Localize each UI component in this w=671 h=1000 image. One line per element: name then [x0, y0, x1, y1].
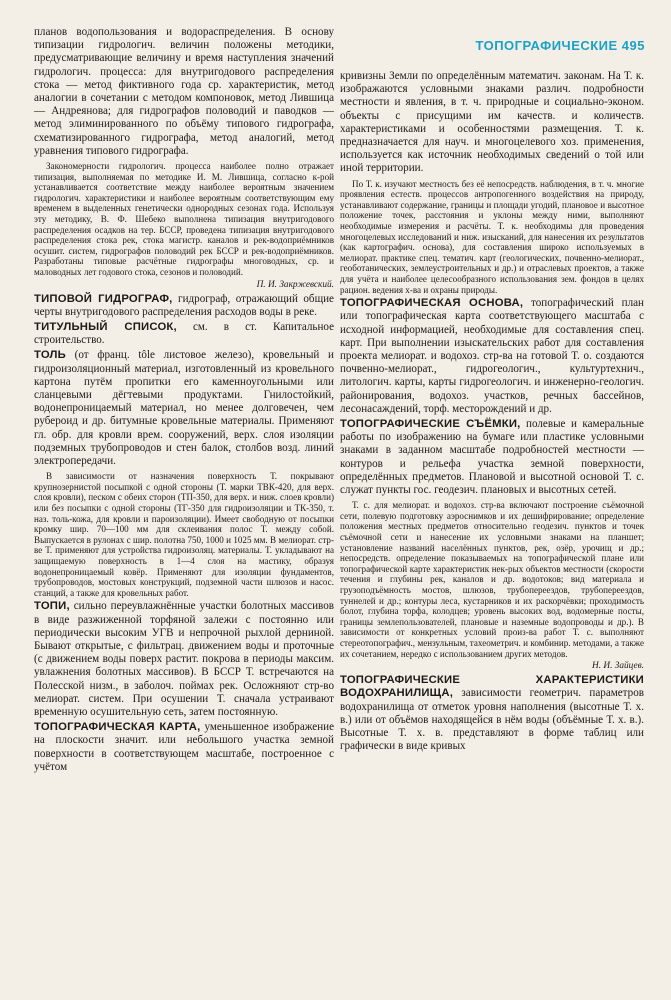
small-paragraph: Закономерности гидрологич. процесса наиболее полно отражает типизация, выполняемая по методике И. М. Лившица, согласно к-рой устанавливается соответствие между наиболее вероятным значением гидрологич. характеристики и наиболее вероятным соответствующим ему временем в выделенных генетически однородных сезонах года. Используя эту методику, В. Ф. Шебеко выполнена типизация внутригодового распределения осадков на тер. БССР, проведена типизация внутригодового распределения стока рек, стока магистр. каналов и рек-водоприёмников осушит. систем, гидрографов половодий рек БССР и рек-водоприёмников. Разработаны типовые расчётные гидрографы многоводных, ср. и маловодных лет годового стока, сезонов и половодий. [34, 161, 334, 277]
running-head: ТОПОГРАФИЧЕСКИЕ 495 [475, 38, 645, 53]
entry-title: ТОПИ, [34, 600, 70, 613]
entry-title: ТИПОВОЙ ГИДРОГРАФ, [34, 292, 173, 305]
entry-topograficheskie-syomki [340, 418, 644, 497]
entry-tol [34, 349, 334, 468]
left-column [34, 26, 334, 774]
entry-text: уменьшенное изображение на плоскости значит. или небольшого участка земной поверхности в соответствующем масштабе, построенное с учётом [34, 721, 334, 773]
entry-title: ТИТУЛЬНЫЙ СПИСОК, [34, 320, 177, 333]
entry-title: ТОЛЬ [34, 349, 66, 362]
small-paragraph: В зависимости от назначения поверхность Т. покрывают крупнозернистой посыпкой с одной стороны (Т. марки ТВК-420, для верх. слоя кровли), песком с обеих сторон (ТП-350, для верх. и ниж. слоев кровли) или без посыпки с одной стороны (ТГ-350 для гидроизоляции и ТК-350, т. наз. толь-кожа, для кровли и пароизоляции). Имеет свободную от посыпки кромку шир. 70—100 мм для склеивания полос Т. между собой. Выпускается в рулонах с шир. полотна 750, 1000 и 1025 мм. В мелиорат. стр-ве Т. применяют для устройства гидроизоляц. материалы. Т. укладывают на защищаемую поверхность в 1—4 слоя на мастику, образуя водонепроницаемый ковёр. Применяют для изоляции фундаментов, трубопроводов, мостовых конструкций, подземной части шлюзов и насос. станций, а также для кровельных работ. [34, 471, 334, 598]
small-paragraph: Т. с. для мелиорат. и водохоз. стр-ва включают построение съёмочной сети, полевую подготовку аэроснимков и их дешифрирование; определение положения местных предметов относительно геодезич. пунктов и точек съёмочной сети и нанесение их условными знаками на планшет; установление названий населённых пунктов, рек, озёр, урочищ и др.; непосредств. определение показываемых на топографической плане или топографической карте характеристик нек-рых объектов местности (скорости течения и глубины рек, каналов и др. водотоков; вид материала и грузоподъёмность мостов, шлюзов, трубопереездов, трубопереездов, туннелей и др.; контуры леса, кустарников и их раскорчёвки; проходимость болот, глубина торфа, колодцев; уровень высоких вод, водомерные посты, границы землепользователей, плановые и наземные водопроводы и др.). В зависимости от конкретных условий произ-ва работ Т. с. выполняют стереотопографич., мензульным, тахеометрич. и комбинир. методами, а также их сочетанием, нередко с использованием других методов. [340, 500, 644, 659]
entry-topograficheskaya-osnova [340, 297, 644, 416]
entry-titulny-spisok [34, 321, 334, 347]
entry-tipovoy-gidrograf [34, 293, 334, 319]
entry-text: сильно переувлажнённые участки болотных массивов в виде разжиженной торфяной залежи с постоянно или периодически высоким УГВ и непрочной рыхлой дерниной. Бывают открытые, с фильтрац. движением воды и проточные (с движением воды поверх растит. покрова в периоды максим. увлажнения болотных массивов). В БССР Т. встречаются на Полесской низм., в заболоч. поймах рек. Осложняют стр-во мелиорат. систем. При осушении Т. сначала устраивают временную осушительную сеть, затем постоянную. [34, 600, 334, 718]
entry-text: гидрограф, отражающий общие черты внутригодового распределения расходов воды в реке. [34, 292, 334, 318]
entry-text: (от франц. tôle листовое железо), кровельный и гидроизоляционный материал, изготовленный из кровельного картона путём пропитки его каменноугольными или сланцевыми дёгтевыми продуктами. Гнилостойкий, водонепроницаемый материал, но менее долговечен, чем рубероид и др. битумные кровельные материалы. Применяют гл. обр. для кровли врем. сооружений, верх. слоя изоляции подземных трубопроводов и стен балок, столбов возд. линий электропередачи. [34, 349, 334, 467]
entry-text: топографический план или топографическая карта соответствующего масштаба с исходной информацией, необходимые для составления спец. карт. При выполнении изыскательских работ для составления проекта мелиорат. и водохоз. стр-ва на готовой Т. о. создаются почвенно-мелиорат., гидрогеологич., культуртехнич., литологич. карты, карты гидрогеологич. и инженерно-геологич. районирования, водохоз. участков, речных бассейнов, лесонасаждений, торф. месторождений и др. [340, 297, 644, 415]
entry-topograficheskaya-karta [34, 721, 334, 774]
entry-topograficheskie-harakteristiki [340, 674, 644, 753]
author-signature: П. И. Закржевский. [256, 279, 334, 290]
author-signature: Н. И. Зайцев. [592, 661, 644, 672]
right-column [340, 70, 644, 753]
small-paragraph: По Т. к. изучают местность без её непосредств. наблюдения, в т. ч. многие проявления естеств. процессов антропогенного воздействия на природу, устанавливают содержание, границы и площади угодий, плановое и высотное положение точек, расстояния и уклоны между ними, выполняют необходимые измерения и расчёты. Т. к. необходимы для проведения многоцелевых исследований и ниж. изысканий, для нанесения их результатов (как картографич. основа), для составления широко используемых в мелиорат. практике спец. тематич. карт (геологических, почвенно-мелиорат., геоботанических, землеустроительных и др.) и отраслевых проектов, а также для учёта и наиболее целесообразного использования зем. фондов в целях рацион. ведения х-ва и охраны природы. [340, 178, 644, 295]
entry-title: ТОПОГРАФИЧЕСКИЕ СЪЁМКИ, [340, 417, 521, 430]
entry-title: ТОПОГРАФИЧЕСКИЕ ХАРАКТЕРИСТИКИ ВОДОХРАНИЛИЩА, [340, 674, 644, 700]
entry-title: ТОПОГРАФИЧЕСКАЯ КАРТА, [34, 721, 201, 734]
entry-text: см. в ст. Капитальное строительство. [34, 320, 334, 347]
paragraph: кривизны Земли по определённым математич. законам. На Т. к. изображаются условными знаками различ. подробности местности и явления, в т. ч. природные и социально-эконом. объекты с присущими им качеств. и количеств. характеристиками и особенностями размещения. Т. к. предназначается для науч. и многоцелевого хоз. применения, используется как источник необходимых сведений о той или иной территории. [340, 70, 644, 175]
entry-topi [34, 600, 334, 719]
entry-text: полевые и камеральные работы по изображению на бумаге или пластике условными знаками в заданном масштабе подробностей местности — контуров и рельефа участка земной поверхности, определённых предметов. Плановой и высотной основой Т. с. служат пункты гос. геодезич. плановых и высотных сетей. [340, 417, 644, 496]
paragraph: планов водопользования и водораспределения. В основу типизации гидрологич. величин положены методики, предусматривающие величину и время наступления значений гидрологич. процесса: для внутригодового распределения стока — метод фиктивного года ср. характеристик, метод аналогии в сочетании с методом компоновок, метод Лившица — Андреянова; для гидрографов половодий и паводков — метод элиминированного по объёму типового гидрографа, схематизированного гидрографа, метод аналогий, метод уравнения типового гидрографа. [34, 26, 334, 157]
entry-text: зависимости геометрич. параметров водохранилища от отметок уровня наполнения (высотные Т. х. в.) или от объёмов находящейся в нём воды (объёмные Т. х. в.). Высотные Т. х. в. представляют в форме таблиц или графически в виде кривых [340, 687, 644, 753]
entry-title: ТОПОГРАФИЧЕСКАЯ ОСНОВА, [340, 297, 524, 310]
